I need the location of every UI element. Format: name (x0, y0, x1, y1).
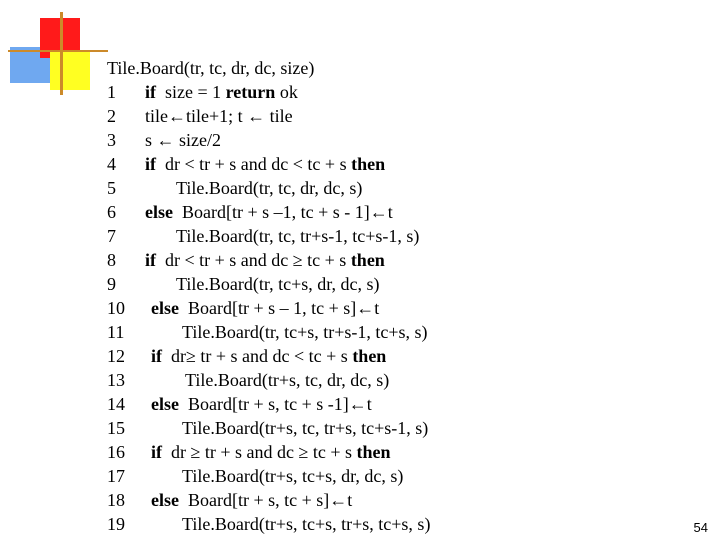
line-number: 3 (107, 130, 116, 150)
code-text (145, 152, 385, 176)
code-fragment: Tile.Board(tr, tc, tr+s-1, tc+s-1, s) (176, 226, 420, 246)
code-fragment: Tile.Board(tr+s, tc+s, tr+s, tc+s, s) (182, 514, 431, 534)
code-fragment: Board[tr + s, tc + s]←t (178, 490, 353, 510)
code-text (151, 392, 372, 416)
keyword: if (145, 250, 156, 270)
keyword: if (151, 442, 162, 462)
keyword: then (356, 442, 391, 462)
code-text (185, 368, 389, 392)
code-text (176, 176, 362, 200)
keyword: then (350, 250, 385, 270)
code-text (182, 512, 430, 536)
keyword: if (151, 346, 162, 366)
keyword: else (145, 202, 173, 222)
line-number: 10 (107, 298, 125, 318)
keyword: then (352, 346, 387, 366)
keyword: else (151, 394, 179, 414)
code-fragment: tile←tile+1; t ← tile (145, 106, 293, 126)
keyword: return (225, 82, 276, 102)
code-fragment: Tile.Board(tr, tc+s, dr, dc, s) (176, 274, 380, 294)
code-text (176, 224, 419, 248)
code-text (182, 320, 428, 344)
line-number: 14 (107, 394, 125, 414)
code-text (182, 464, 403, 488)
page-number: 54 (693, 520, 708, 535)
code-fragment: Tile.Board(tr+s, tc, dr, dc, s) (185, 370, 390, 390)
line-number: 16 (107, 442, 125, 462)
code-fragment: size = 1 (156, 82, 226, 102)
keyword: then (351, 154, 386, 174)
line-number: 6 (107, 202, 116, 222)
code-text (145, 248, 385, 272)
line-number: 12 (107, 346, 125, 366)
code-fragment: ok (275, 82, 298, 102)
line-number: 5 (107, 178, 116, 198)
keyword: if (145, 154, 156, 174)
line-number: 1 (107, 82, 116, 102)
code-text (182, 416, 428, 440)
decor-horizontal-line (8, 50, 108, 52)
code-text (151, 488, 352, 512)
code-fragment: Tile.Board(tr+s, tc, tr+s, tc+s-1, s) (182, 418, 429, 438)
line-number: 18 (107, 490, 125, 510)
line-number: 11 (107, 322, 125, 342)
code-fragment: Tile.Board(tr, tc, dr, dc, s) (176, 178, 363, 198)
code-text (145, 104, 293, 128)
line-number: 15 (107, 418, 125, 438)
code-text (176, 272, 380, 296)
code-fragment: Board[tr + s, tc + s -1]←t (178, 394, 372, 414)
code-text (145, 200, 393, 224)
code-text (145, 128, 221, 152)
line-number: 9 (107, 274, 116, 294)
line-number: 4 (107, 154, 116, 174)
code-fragment: dr < tr + s and dc ≥ tc + s (156, 250, 351, 270)
keyword: else (151, 490, 179, 510)
line-number: 13 (107, 370, 125, 390)
keyword: if (145, 82, 156, 102)
code-fragment: dr < tr + s and dc < tc + s (156, 154, 352, 174)
code-text (145, 80, 298, 104)
code-fragment: Board[tr + s – 1, tc + s]←t (178, 298, 380, 318)
code-fragment: Tile.Board(tr, tc+s, tr+s-1, tc+s, s) (182, 322, 428, 342)
line-number: 17 (107, 466, 125, 486)
keyword: else (151, 298, 179, 318)
code-text (151, 344, 386, 368)
line-number: 7 (107, 226, 116, 246)
code-text (151, 296, 379, 320)
decor-yellow-square (50, 50, 90, 90)
code-fragment: Tile.Board(tr+s, tc+s, dr, dc, s) (182, 466, 404, 486)
code-fragment: Board[tr + s –1, tc + s - 1]←t (172, 202, 393, 222)
code-fragment: dr≥ tr + s and dc < tc + s (162, 346, 353, 366)
decor-vertical-line (60, 12, 63, 95)
code-fragment: dr ≥ tr + s and dc ≥ tc + s (162, 442, 357, 462)
line-number: 8 (107, 250, 116, 270)
line-number: 2 (107, 106, 116, 126)
code-fragment: s ← size/2 (145, 130, 221, 150)
algorithm-title: Tile.Board(tr, tc, dr, dc, size) (107, 58, 315, 78)
line-number: 19 (107, 514, 125, 534)
code-text (151, 440, 391, 464)
